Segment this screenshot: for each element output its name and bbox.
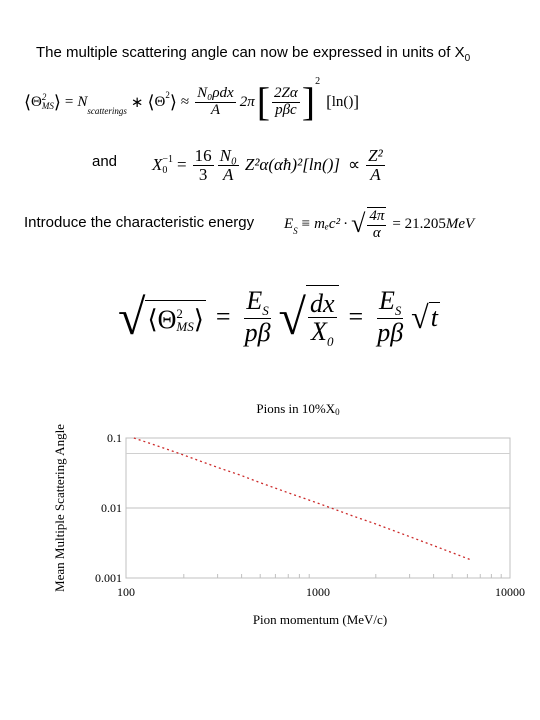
equation-radiation-length: X −1 0 = $\frac{16}{3}$ $\frac{\text{N₀}}{A}$ Z²α(αħ)²[ln()] ∝ $\frac{\text{Z²}}{A}$ — [152, 145, 383, 184]
fraction-n0-rho-dx: $\frac{\text{N₀ρdx}}{A}$ — [197, 84, 234, 118]
y-axis-label: Mean Multiple Scattering Angle — [52, 424, 67, 592]
fraction-es-pbeta-2: $\frac{E_S}{p\beta}$ — [377, 286, 404, 348]
fraction-2z-alpha: $\frac{2Z\alpha}{\text{pβc}}$ — [274, 84, 298, 118]
scattering-chart — [0, 390, 540, 640]
equation-scattering-angle-final: √ ⟨ Θ 2 MS ⟩ = $\frac{E_S}{p\beta}$ √ $\frac{dx}{X_0}$ = $\frac{E_S}{p\beta}$ √ t — [118, 286, 438, 350]
characteristic-energy-label: Introduce the characteristic energy — [24, 214, 255, 231]
fraction-es-pbeta-1: $\frac{E_S}{p\beta}$ — [244, 286, 271, 348]
x-tick-label: 1000 — [306, 585, 330, 599]
y-tick-label: 0.01 — [101, 501, 122, 515]
fraction-16-3: $\frac{16}{3}$ — [194, 145, 212, 184]
equation-multiple-scattering: ⟨ Θ 2 MS ⟩ = N $_{scatterings}$ ∗ ⟨ Θ $^2$ ⟩ ≈ $\frac{\text{N₀ρdx}}{A}$ 2π [ $\frac{2Z\alpha}{\text{pβc}}$ ] $^2$ [ ln() ] — [24, 76, 360, 124]
fraction-n0-a: $\frac{\text{N₀}}{A}$ — [219, 145, 237, 184]
fraction-z2-a: $\frac{\text{Z²}}{A}$ — [368, 145, 383, 184]
chart-title: Pions in 10%X0 — [256, 401, 340, 417]
fraction-4pi-alpha: $\frac{4\pi}{\alpha}$ — [369, 207, 385, 241]
x-axis-label: Pion momentum (MeV/c) — [252, 612, 388, 627]
x-tick-label: 100 — [117, 585, 135, 599]
fraction-dx-x0: $\frac{dx}{X_0}$ — [309, 288, 335, 350]
and-label: and — [92, 153, 118, 170]
intro-text: The multiple scattering angle can now be expressed in units of $X_0$ — [36, 44, 471, 64]
equation-characteristic-energy: E $_S$ ≡ mₑc² · √ $\frac{4\pi}{\alpha}$ = 21.205 MeV — [284, 207, 475, 241]
y-tick-label: 0.001 — [95, 571, 122, 585]
x-tick-label: 10000 — [495, 585, 525, 599]
y-tick-label: 0.1 — [107, 431, 122, 445]
